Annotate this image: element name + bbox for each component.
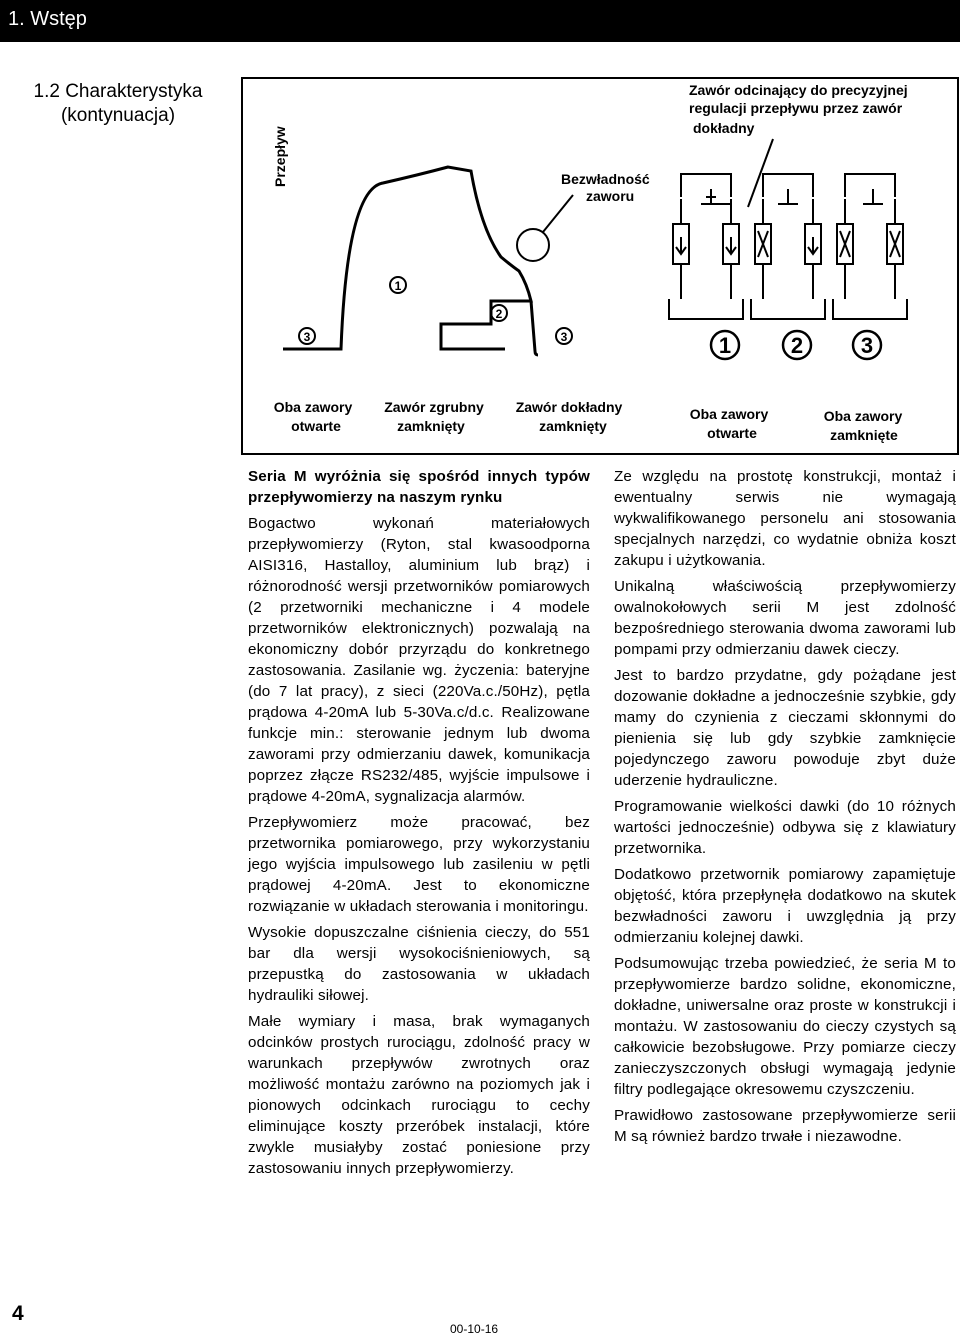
shutoff-label-line2: regulacji przepływu przez zawór: [689, 100, 903, 116]
flow-curve-tail: [531, 301, 538, 355]
inertia-circle: [517, 229, 549, 261]
inertia-label-line1: Bezwładność: [561, 171, 650, 187]
left-paragraph-3: Wysokie dopuszczalne ciśnienia cieczy, do 551 bar dla wersji wysokociśnieniowych, są przepustką do zastosowania w układach hydrauliki siłowej.: [248, 924, 590, 1004]
flow-curve: [283, 167, 531, 349]
shutoff-label-line1: Zawór odcinający do precyzyjnej: [689, 82, 908, 98]
shutoff-label-line3: dokładny: [693, 120, 755, 136]
svg-text:3: 3: [860, 333, 874, 358]
svg-text:2: 2: [495, 307, 503, 321]
marker-1-curve: [390, 277, 406, 293]
svg-text:1: 1: [394, 279, 402, 293]
right-paragraph-3: Jest to bardzo przydatne, gdy pożądane jest dozowanie dokładne a jednocześnie szybkie, gdy mamy do czynienia z cieczami skłonnymi do pienienia się lub gdy szybkie zamknięcie pojedynczego zaworu powoduje zbyt duże uderzenie hydrauliczne.: [614, 667, 956, 789]
right-paragraph-4: Programowanie wielkości dawki (do 10 różnych wartości jednocześnie) odbywa się z klawiatury przetwornika.: [614, 798, 956, 857]
caption-4-line2: otwarte: [707, 425, 757, 441]
valve-flow-diagram: [241, 77, 959, 455]
inertia-pointer: [543, 195, 573, 232]
caption-2-line1: Zawór zgrubny: [384, 399, 484, 415]
caption-4-line1: Oba zawory: [689, 406, 769, 422]
caption-3-line2: zamknięty: [539, 418, 607, 434]
right-paragraph-7: Prawidłowo zastosowane przepływomierze serii M są również bardzo trwałe i niezawodne.: [614, 1107, 956, 1145]
svg-text:3: 3: [303, 330, 311, 344]
section-title-line1: 1.2 Charakterystyka: [33, 81, 203, 102]
right-paragraph-6: Podsumowując trzeba powiedzieć, że seria M to przepływomierze bardzo solidne, ekonomiczne, dokładne, uniwersalne oraz proste w konstrukcji i montażu. W zastosowaniu do cieczy czystych są całkowicie bezobsługowe. Przy pomiarze cieczy zanieczyszczonych obsługi wymagają jedynie filtry podlegające okresowemu czyszczeniu.: [614, 955, 956, 1098]
diagram-svg: [243, 79, 957, 453]
footer-date: 00-10-16: [450, 1322, 499, 1336]
caption-5-line1: Oba zawory: [823, 408, 903, 424]
marker-3-schematic: [853, 331, 881, 359]
marker-3-curve-right: [556, 328, 572, 344]
caption-1-line1: Oba zawory: [273, 399, 353, 415]
svg-text:1: 1: [718, 333, 732, 358]
marker-2-schematic: [783, 331, 811, 359]
header-bar: [0, 0, 960, 42]
chapter-title: 1. Wstęp: [8, 8, 87, 30]
left-paragraph-2: Przepływomierz może pracować, bez przetwornika pomiarowego, przy wykorzystaniu jego wyjścia impulsowego lub zasileniu w pętli prądowej 4-20mA. Jest to ekonomiczne rozwiązanie w układach sterowania i monitoringu.: [248, 814, 590, 915]
left-lead: Seria M wyróżnia się spośród innych typów przepływomierzy na naszym rynku: [248, 468, 590, 506]
caption-1-line2: otwarte: [291, 418, 341, 434]
y-axis-label: Przepływ: [272, 126, 288, 187]
section-title-line2: (kontynuacja): [60, 105, 176, 126]
left-column: [248, 466, 590, 1184]
page-number: 4: [12, 1302, 24, 1325]
left-paragraph-4: Małe wymiary i masa, brak wymaganych odcinków prostych rurociągu, zdolność pracy w warunkach przepływów zwrotnych oraz możliwość montażu zarówno na poziomych jak i pionowych odcinkach rurociągu to cechy eliminujące koszty przeróbek instalacji, które zwykle musiałyby zostać poniesione przy zastosowaniu innych przepływomierzy.: [248, 1013, 590, 1177]
caption-2-line2: zamknięty: [397, 418, 465, 434]
valve-schematic-left: [669, 174, 743, 319]
marker-3-curve-left: [299, 328, 315, 344]
marker-2-curve: [491, 305, 507, 321]
left-paragraph-1: Bogactwo wykonań materiałowych przepływomierzy (Ryton, stal kwasoodporna AISI316, Hastalloy, aluminium lub brąz) i różnorodność wersji przetworników pomiarowych (2 przetworniki mechaniczne i 4 modele przetworników elektronicznych) pozwalają na ekonomiczny dobór przyrządu do konkretnego zastosowania. Zasilanie wg. życzenia: bateryjne (do 7 lat pracy), z sieci (220Va.c./50Hz), pętla prądowa 4-20mA lub 5-30Va.c/d.c. Realizowane funkcje min.: sterowanie jednym lub dwoma zaworami przy odmierzaniu dawek, komunikacja poprzez złącze RS232/485, wyjście impulsowe i prądowe 4-20mA, sygnalizacja alarmów.: [248, 515, 590, 805]
valve-schematic-right: [833, 174, 907, 319]
right-column: [614, 466, 956, 1152]
right-paragraph-1: Ze względu na prostotę konstrukcji, montaż i ewentualny serwis nie wymagają wykwalifikowanego personelu ani stosowania specjalnych narzędzi, co wydatnie obniża koszt zakupu i użytkowania.: [614, 468, 956, 569]
svg-text:3: 3: [560, 330, 568, 344]
right-paragraph-2: Unikalną właściwością przepływomierzy owalnokołowych serii M jest zdolność bezpośredniego sterowania dwoma zaworami lub pompami przy odmierzaniu dawek cieczy.: [614, 578, 956, 658]
caption-5-line2: zamknięte: [830, 427, 898, 443]
section-title: [8, 80, 228, 128]
marker-1-schematic: [711, 331, 739, 359]
right-paragraph-5: Dodatkowo przetwornik pomiarowy zapamiętuje objętość, która przepłynęła dodatkowo na skutek bezwładności zaworu i uwzględnia ją przy odmierzaniu kolejnej dawki.: [614, 866, 956, 946]
caption-3-line1: Zawór dokładny: [515, 399, 623, 415]
inertia-label-line2: zaworu: [586, 188, 635, 204]
svg-text:2: 2: [790, 333, 804, 358]
valve-schematic-middle: [751, 174, 825, 319]
